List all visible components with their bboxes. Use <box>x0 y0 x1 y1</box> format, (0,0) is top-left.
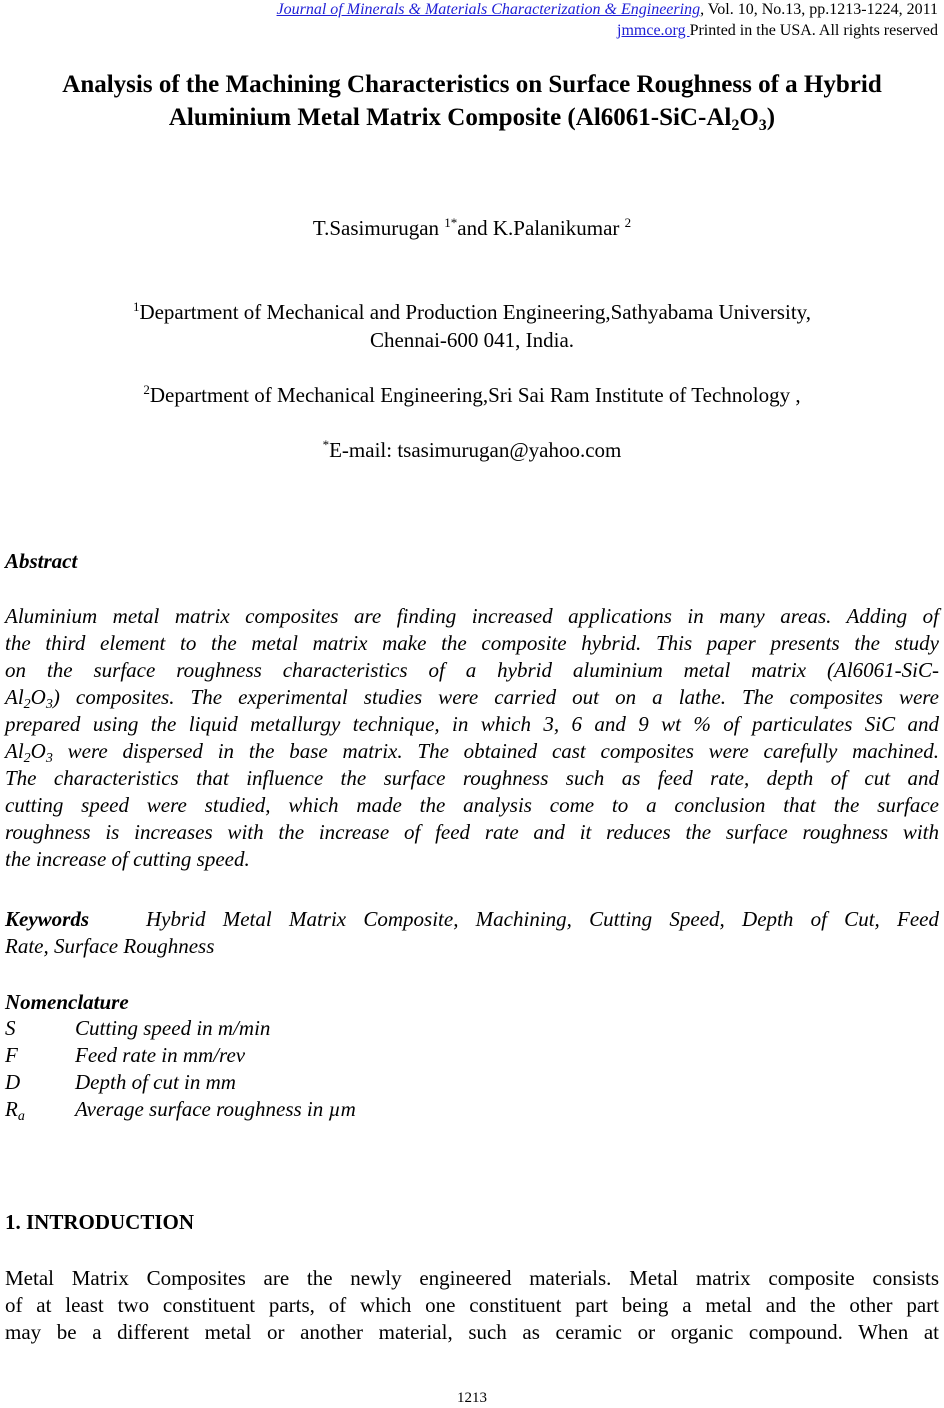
page-number: 1213 <box>457 1390 487 1406</box>
nomenclature-description: Cutting speed in m/min <box>75 1016 271 1040</box>
nomenclature-symbol: D <box>5 1070 21 1094</box>
abstract-line-4 <box>5 684 939 711</box>
title-line-1: Analysis of the Machining Characteristics on Surface Roughness of a Hybrid <box>62 71 882 98</box>
nomenclature-heading: Nomenclature <box>5 990 129 1014</box>
affiliation-2 <box>0 381 944 409</box>
site-link[interactable]: jmmce.org <box>617 22 690 39</box>
keywords-line-1 <box>5 906 939 933</box>
abstract-line: The characteristics that influence the surface roughness such as feed rate, depth of cut and <box>5 766 939 790</box>
nomenclature-description: Average surface roughness in µm <box>75 1097 356 1121</box>
nomenclature-item <box>5 1015 939 1042</box>
author-list <box>0 214 944 242</box>
introduction-line: of at least two constituent parts, of which one constituent part being a metal and the other part <box>5 1293 939 1317</box>
title-line-2 <box>0 101 944 134</box>
nomenclature-item <box>5 1096 939 1123</box>
title-oxygen: O <box>739 104 759 131</box>
nomenclature-description: Feed rate in mm/rev <box>75 1043 246 1067</box>
affiliation-1-line-1: Department of Mechanical and Production Engineering,Sathyabama University, <box>139 300 812 324</box>
nomenclature-list <box>5 1015 939 1123</box>
abstract-body <box>5 603 939 873</box>
abstract-line-6 <box>5 738 939 765</box>
nomenclature-symbol: S <box>5 1016 16 1040</box>
affiliation-1 <box>0 298 944 354</box>
abstract-line-6-text: were dispersed in the base matrix. The obtained cast composites were carefully machined. <box>52 739 939 763</box>
email-text: E-mail: tsasimurugan@yahoo.com <box>329 438 622 462</box>
introduction-heading: 1. INTRODUCTION <box>5 1210 195 1234</box>
affiliation-2-text: Department of Mechanical Engineering,Sri Sai Ram Institute of Technology , <box>149 383 801 407</box>
abstract-sub-3: 3 <box>45 751 53 766</box>
journal-reference: , Vol. 10, No.13, pp.1213-1224, 2011 <box>700 1 938 18</box>
title-subscript-3: 3 <box>758 117 767 134</box>
affiliation-1-line-2: Chennai-600 041, India. <box>369 328 575 352</box>
running-header <box>277 0 938 20</box>
abstract-line: prepared using the liquid metallurgy technique, in which 3, 6 and 9 wt % of particulates SiC and <box>5 712 939 736</box>
nomenclature-description: Depth of cut in mm <box>75 1070 236 1094</box>
abstract-line: cutting speed were studied, which made the analysis come to a conclusion that the surface <box>5 793 939 817</box>
journal-link[interactable]: Journal of Minerals & Materials Characterization & Engineering <box>276 1 701 18</box>
email-mark: * <box>322 437 330 452</box>
abstract-sub-2: 2 <box>23 697 31 712</box>
abstract-line: Aluminium metal matrix composites are finding increased applications in many areas. Adding of <box>5 604 939 628</box>
abstract-sub-3: 3 <box>45 697 53 712</box>
affiliation-1-mark: 1 <box>132 299 140 314</box>
affiliation-2-mark: 2 <box>143 382 150 397</box>
abstract-line: the third element to the metal matrix make the composite hybrid. This paper presents the study <box>5 631 939 655</box>
rights-notice: Printed in the USA. All rights reserved <box>689 22 938 39</box>
abstract-line: on the surface roughness characteristics of a hybrid aluminium metal matrix (Al6061-SiC- <box>5 658 939 682</box>
keywords-line-2: Rate, Surface Roughness <box>5 934 215 958</box>
author-1-affiliation-mark: 1* <box>444 215 458 230</box>
abstract-al: Al <box>5 739 24 763</box>
ra-symbol: R <box>5 1097 18 1121</box>
abstract-heading: Abstract <box>5 549 78 573</box>
nomenclature-item <box>5 1069 939 1096</box>
nomenclature-item <box>5 1042 939 1069</box>
abstract-o: O <box>30 739 46 763</box>
keywords <box>5 906 939 960</box>
keywords-text-1: Hybrid Metal Matrix Composite, Machining, Cutting Speed, Depth of Cut, Feed <box>146 907 939 931</box>
corresponding-email <box>0 436 944 464</box>
introduction-body <box>5 1265 939 1346</box>
paper-title <box>0 68 944 134</box>
author-2: and K.Palanikumar <box>457 216 625 240</box>
author-1: T.Sasimurugan <box>312 216 445 240</box>
running-header-line2 <box>617 21 938 41</box>
title-close-paren: ) <box>766 104 776 131</box>
ra-subscript: a <box>17 1109 25 1124</box>
abstract-line-4-text: ) composites. The experimental studies were carried out on a lathe. The composites were <box>52 685 939 709</box>
abstract-line: the increase of cutting speed. <box>5 847 250 871</box>
abstract-al: Al <box>5 685 24 709</box>
abstract-o: O <box>30 685 46 709</box>
nomenclature-symbol: F <box>5 1043 18 1067</box>
keywords-label: Keywords <box>5 907 89 931</box>
abstract-sub-2: 2 <box>23 751 31 766</box>
introduction-line: Metal Matrix Composites are the newly engineered materials. Metal matrix composite consists <box>5 1266 939 1290</box>
abstract-line: roughness is increases with the increase of feed rate and it reduces the surface roughness with <box>5 820 939 844</box>
title-subscript-2: 2 <box>731 117 740 134</box>
title-line-2-text: Aluminium Metal Matrix Composite (Al6061-SiC-Al <box>168 104 732 131</box>
author-2-affiliation-mark: 2 <box>624 215 632 230</box>
introduction-line: may be a different metal or another material, such as ceramic or organic compound. When at <box>5 1320 939 1344</box>
nomenclature-symbol <box>5 1096 75 1123</box>
